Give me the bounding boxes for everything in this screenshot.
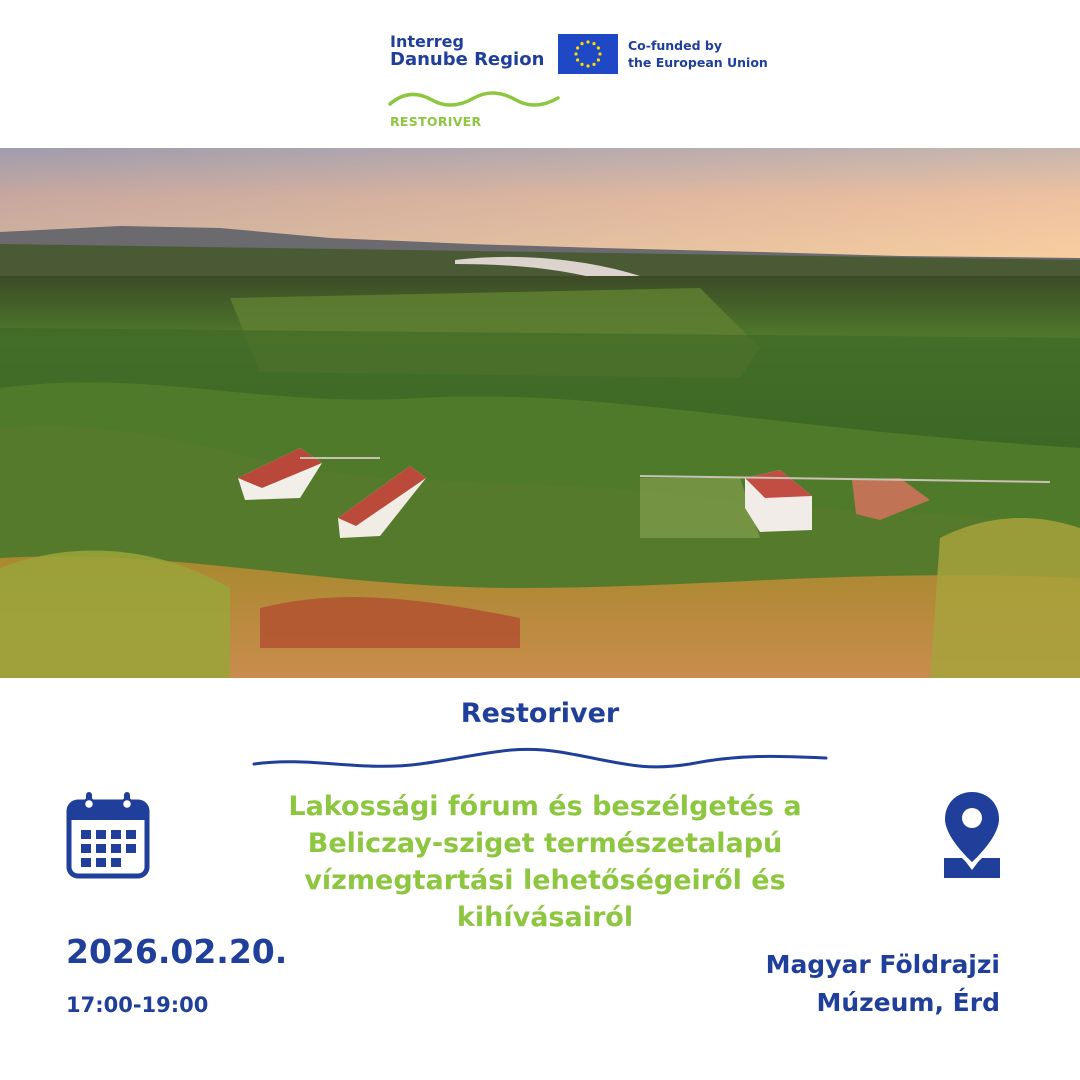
restoriver-logo-wave — [388, 90, 560, 110]
event-date: 2026.02.20. — [66, 932, 288, 971]
event-location-line2: Múzeum, Érd — [816, 988, 1000, 1017]
event-title: Restoriver — [460, 698, 620, 729]
calendar-icon — [66, 792, 150, 880]
restoriver-logo-text: RESTORIVER — [390, 114, 482, 129]
interreg-logo-line1: Interreg — [390, 32, 464, 51]
interreg-logo — [390, 34, 544, 70]
eu-flag-icon — [558, 34, 618, 74]
eu-cofunded-line1: Co-funded by — [628, 38, 723, 53]
event-location — [766, 946, 1000, 1022]
event-time: 17:00-19:00 — [66, 993, 209, 1017]
location-pin-icon — [942, 790, 1002, 880]
decorative-wave — [250, 742, 830, 782]
eu-cofunded-text — [628, 38, 768, 72]
interreg-logo-line2: Danube Region — [390, 48, 545, 70]
forum-description: Lakossági fórum és beszélgetés a Beliczay-sziget természetalapú vízmegtartási lehetőségeiről és kihívásairól — [288, 791, 802, 933]
landscape-photo — [0, 148, 1080, 678]
event-location-line1: Magyar Földrajzi — [765, 950, 1000, 979]
header-logos — [0, 0, 1080, 148]
eu-cofunded-line2: the European Union — [628, 54, 768, 70]
